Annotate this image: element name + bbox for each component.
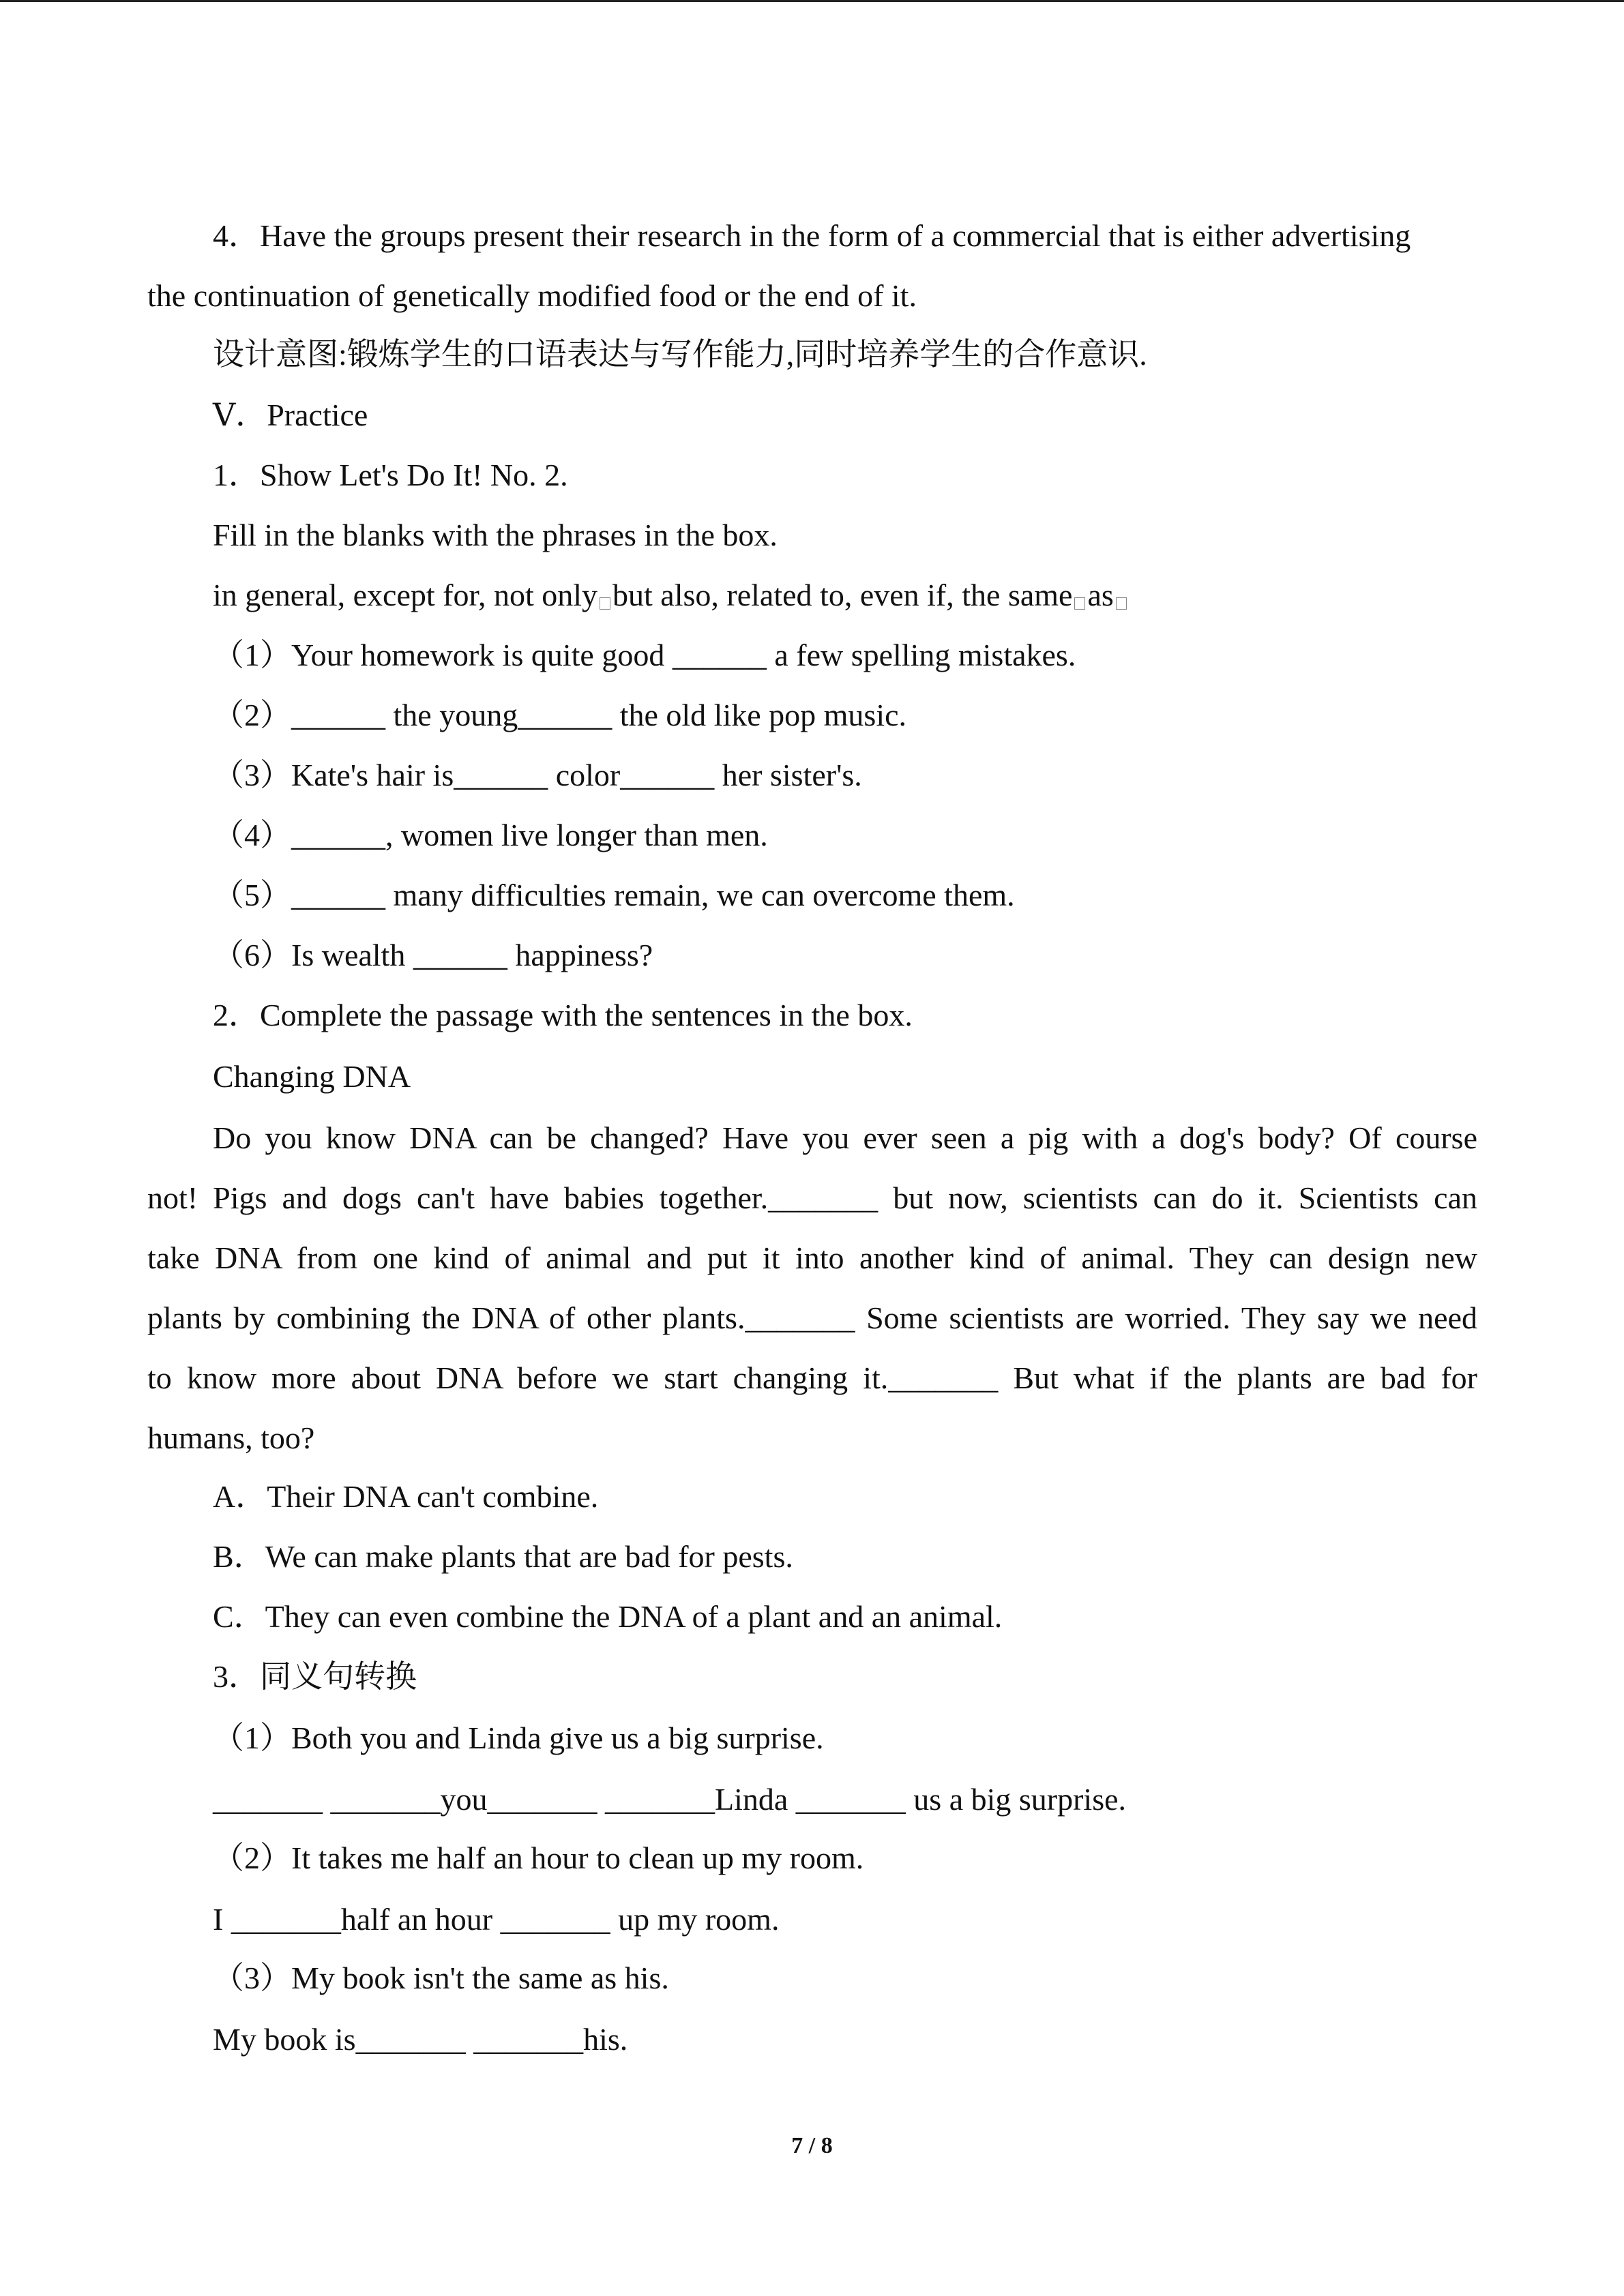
ex3-line: （1）Both you and Linda give us a big surprise.	[213, 1720, 824, 1755]
ex3-line: _______ _______you_______ _______Linda _______ us a big surprise.	[213, 1782, 1127, 1817]
passage-line: to know more about DNA before we start changing it._______ But what if the plants are bad for	[147, 1360, 1477, 1395]
passage-line: not! Pigs and dogs can't have babies together._______ but now, scientists can do it. Scientists can	[147, 1180, 1477, 1215]
ex2-option: B．We can make plants that are bad for pests.	[213, 1539, 793, 1574]
ex1-item: （4）______, women live longer than men.	[213, 818, 768, 852]
top-border	[0, 0, 1624, 2]
practice-heading: Ⅴ．Practice	[213, 398, 368, 432]
ex3-title: 3．同义句转换	[213, 1659, 417, 1694]
ex1-instruction: Fill in the blanks with the phrases in the box.	[213, 518, 778, 552]
missing-glyph-icon	[1116, 597, 1127, 610]
missing-glyph-icon	[600, 597, 610, 610]
phrase-part-2: but also, related to, even if, the same	[612, 578, 1073, 612]
passage-line: plants by combining the DNA of other plants._______ Some scientists are worried. They say we need	[147, 1300, 1477, 1335]
passage-line: Do you know DNA can be changed? Have you ever seen a pig with a dog's body? Of course	[213, 1120, 1477, 1155]
ex1-item: （5）______ many difficulties remain, we can overcome them.	[213, 878, 1015, 912]
design-intent: 设计意图:锻炼学生的口语表达与写作能力,同时培养学生的合作意识.	[213, 337, 1147, 372]
ex2-option: A．Their DNA can't combine.	[213, 1479, 599, 1514]
ex3-line: I _______half an hour _______ up my room.	[213, 1902, 780, 1937]
ex1-title: 1．Show Let's Do It! No. 2.	[213, 458, 568, 492]
ex3-line: My book is_______ _______his.	[213, 2022, 628, 2057]
ex3-line: （2）It takes me half an hour to clean up my room.	[213, 1840, 864, 1875]
ex1-item: （1）Your homework is quite good ______ a few spelling mistakes.	[213, 638, 1076, 672]
ex2-option: C．They can even combine the DNA of a plant and an animal.	[213, 1599, 1003, 1634]
missing-glyph-icon	[1074, 597, 1085, 610]
ex1-item: （3）Kate's hair is______ color______ her sister's.	[213, 758, 862, 792]
phrase-part-1: in general, except for, not only	[213, 578, 598, 612]
page-number: 7 / 8	[791, 2133, 833, 2158]
phrase-box	[213, 578, 1129, 614]
ex1-item: （6）Is wealth ______ happiness?	[213, 938, 653, 972]
ex3-line: （3）My book isn't the same as his.	[213, 1960, 669, 1995]
passage-line: take DNA from one kind of animal and put it into another kind of animal. They can design new	[147, 1240, 1477, 1275]
ex2-title: 2．Complete the passage with the sentences in the box.	[213, 998, 913, 1032]
section4-item-cont: the continuation of genetically modified food or the end of it.	[147, 278, 917, 313]
phrase-part-3: as	[1087, 578, 1114, 612]
passage-title: Changing DNA	[213, 1059, 411, 1094]
section4-item: 4．Have the groups present their research in the form of a commercial that is either advertising	[213, 218, 1411, 253]
passage-line: humans, too?	[147, 1420, 315, 1455]
ex1-item: （2）______ the young______ the old like pop music.	[213, 698, 907, 732]
